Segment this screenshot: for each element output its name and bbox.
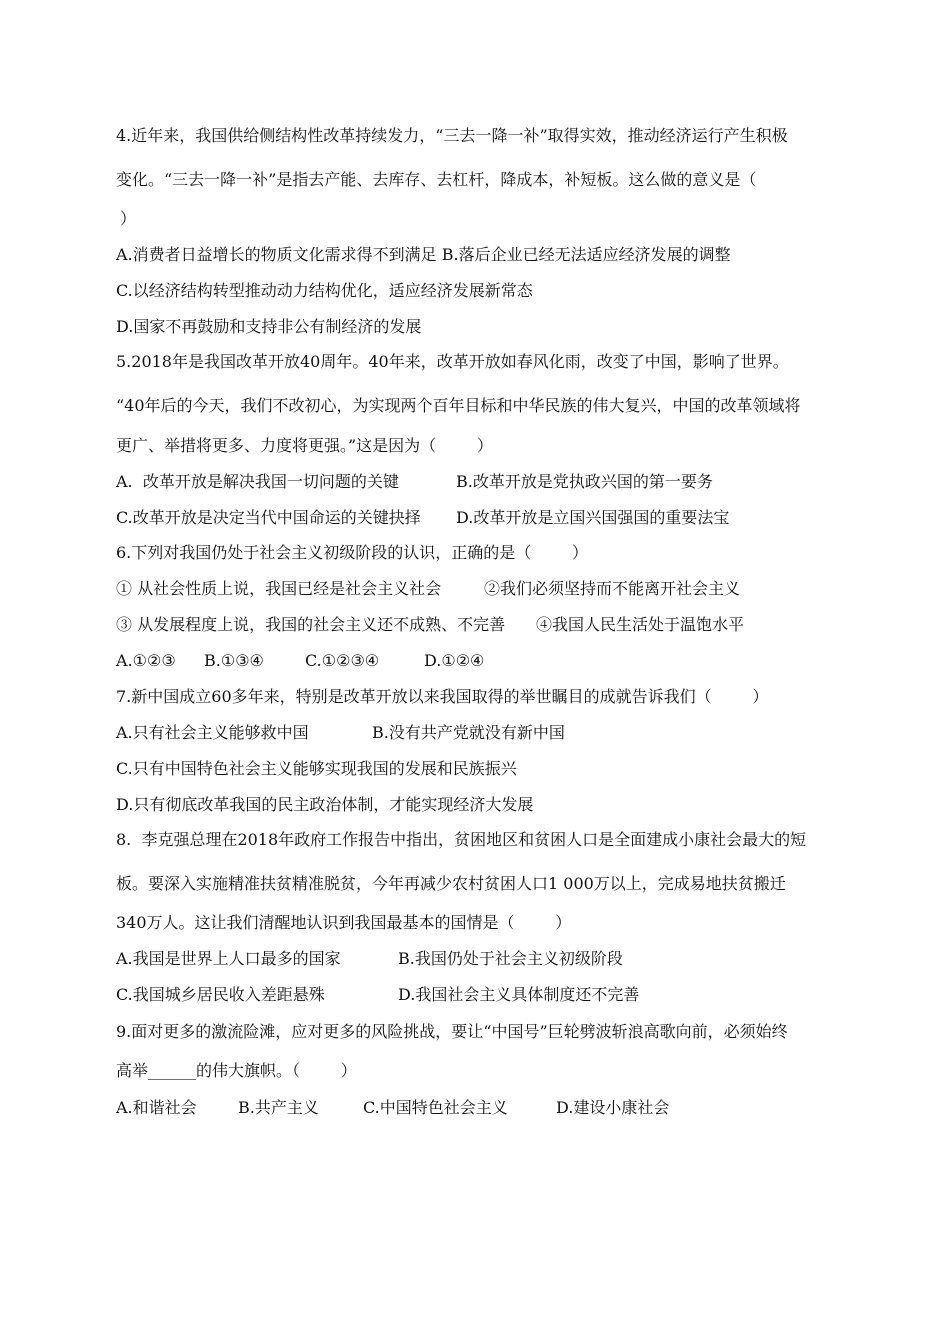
- q6-option-b: B.①③④: [204, 651, 264, 670]
- q9-option-c: C.中国特色社会主义: [363, 1098, 508, 1117]
- q4-option-a-b: A.消费者日益增长的物质文化需求得不到满足 B.落后企业已经无法适应经济发展的调整: [116, 245, 731, 264]
- q9-option-b: B.共产主义: [238, 1098, 319, 1117]
- q6-option-d: D.①②④: [424, 651, 485, 670]
- q4-stem-line-1: 4.近年来，我国供给侧结构性改革持续发力，“三去一降一补”取得实效，推动经济运行产生积极: [116, 126, 788, 145]
- q6-item-3: ③ 从发展程度上说，我国的社会主义还不成熟、不完善: [116, 615, 506, 634]
- q7-option-d: D.只有彻底改革我国的民主政治体制，才能实现经济大发展: [116, 795, 534, 814]
- q6-option-c: C.①②③④: [305, 651, 380, 670]
- q8-option-c: C.我国城乡居民收入差距悬殊: [116, 985, 325, 1004]
- q8-option-d: D.我国社会主义具体制度还不完善: [398, 985, 640, 1004]
- q7-option-b: B.没有共产党就没有新中国: [372, 723, 565, 742]
- q9-stem-line-1: 9.面对更多的激流险滩，应对更多的风险挑战，要让“中国号”巨轮劈波斩浪高歌向前，必须始终: [116, 1022, 788, 1041]
- q9-option-a: A.和谐社会: [116, 1098, 197, 1117]
- q5-option-c: C.改革开放是决定当代中国命运的关键抉择: [116, 508, 421, 527]
- q8-option-a: A.我国是世界上人口最多的国家: [116, 949, 341, 968]
- q9-stem-line-2: 高举______的伟大旗帜。（ ）: [116, 1061, 357, 1080]
- q7-option-c: C.只有中国特色社会主义能够实现我国的发展和民族振兴: [116, 759, 517, 778]
- q4-stem-line-2: 变化。“三去一降一补”是指去产能、去库存、去杠杆，降成本，补短板。这么做的意义是（: [116, 170, 757, 189]
- q9-option-d: D.建设小康社会: [556, 1098, 670, 1117]
- q8-stem-line-3: 340万人。这让我们清醒地认识到我国最基本的国情是（ ）: [116, 913, 572, 932]
- q6-stem: 6.下列对我国仍处于社会主义初级阶段的认识，正确的是（ ）: [116, 543, 588, 562]
- q6-item-4: ④我国人民生活处于温饱水平: [536, 615, 745, 634]
- q6-option-a: A.①②③: [116, 651, 176, 670]
- q5-stem-line-1: 5.2018年是我国改革开放40周年。40年来，改革开放如春风化雨，改变了中国，影响了世界。: [116, 352, 789, 371]
- q5-stem-line-2: “40年后的今天，我们不改初心，为实现两个百年目标和中华民族的伟大复兴，中国的改革领域将: [116, 396, 801, 415]
- q7-stem: 7.新中国成立60多年来，特别是改革开放以来我国取得的举世瞩目的成就告诉我们（ ）: [116, 687, 769, 706]
- q5-option-d: D.改革开放是立国兴国强国的重要法宝: [456, 508, 730, 527]
- q8-stem-line-2: 板。要深入实施精准扶贫精准脱贫，今年再减少农村贫困人口1 000万以上，完成易地扶贫搬迁: [116, 874, 786, 893]
- q6-item-2: ②我们必须坚持而不能离开社会主义: [484, 579, 741, 598]
- q4-option-d: D.国家不再鼓励和支持非公有制经济的发展: [116, 317, 422, 336]
- q4-option-c: C.以经济结构转型推动动力结构优化，适应经济发展新常态: [116, 281, 533, 300]
- q5-option-b: B.改革开放是党执政兴国的第一要务: [456, 472, 713, 491]
- q6-item-1: ① 从社会性质上说，我国已经是社会主义社会: [116, 579, 442, 598]
- q7-option-a: A.只有社会主义能够救中国: [116, 723, 309, 742]
- q8-stem-line-1: 8. 李克强总理在2018年政府工作报告中指出，贫困地区和贫困人口是全面建成小康社会最大的短: [116, 830, 807, 849]
- q5-stem-line-3: 更广、举措将更多、力度将更强。”这是因为（ ）: [116, 436, 493, 455]
- q8-option-b: B.我国仍处于社会主义初级阶段: [398, 949, 623, 968]
- q4-stem-line-3: ）: [120, 209, 137, 228]
- q5-option-a: A. 改革开放是解决我国一切问题的关键: [116, 472, 399, 491]
